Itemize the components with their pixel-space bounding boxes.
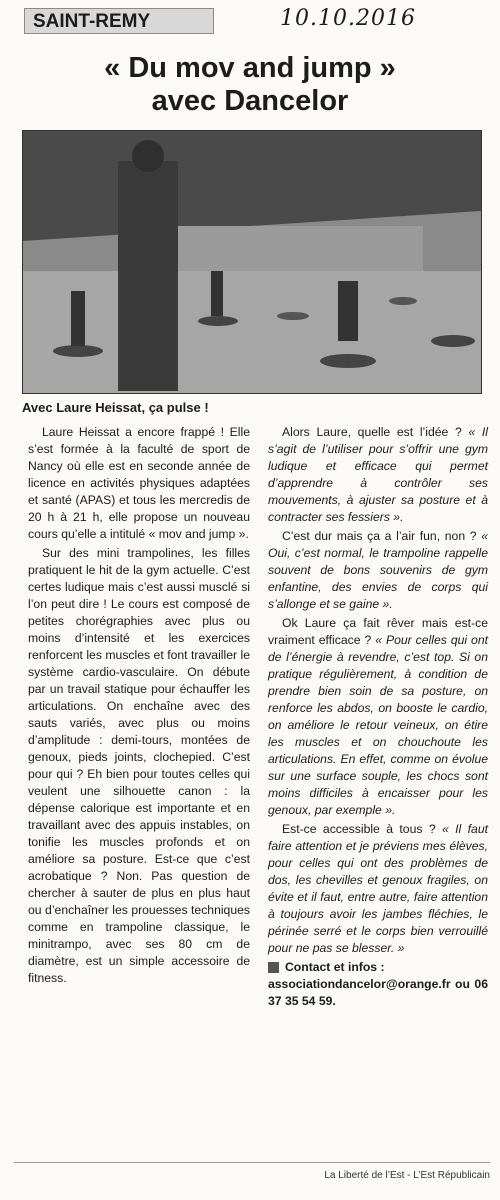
bullet-square-icon [268,962,279,973]
qa-2-question: C’est dur mais ça a l’air fun, non ? [282,529,482,543]
qa-1-answer: « Il s’agit de l’utiliser pour s’offrir une gym ludique et efficace qui permet d’apprendre à contrôler ses mouvements, à ajuster sa posture et à contracter ses fessiers ». [268,425,488,524]
gym-photo-illustration [23,131,481,393]
qa-3-question: Ok Laure ça fait rêver mais est-ce vraiment efficace ? [268,616,488,647]
qa-1 [268,424,488,526]
qa-1-question: Alors Laure, quelle est l’idée ? [282,425,469,439]
article-photo [22,130,482,394]
qa-4-answer: « Il faut faire attention et je préviens mes élèves, pour celles qui ont des problèmes de dos, les chevilles et genoux fragiles, on évite et il faut, entre autre, faire attention à toujours avoir les jambes fléchies, le périnée serré et le corps bien verrouillé pour ne pas se blesser. » [268,822,488,955]
section-label: SAINT-REMY [24,8,214,34]
handwritten-date: 10.10.2016 [280,6,416,31]
headline-line-2: avec Dancelor [151,85,349,117]
qa-3-answer: « Pour celles qui ont de l’énergie à revendre, c’est top. Si on pratique régulièrement, à condition de prendre bien soin de sa posture, on renforce les abdos, on booste le cardio, on améliore le retour veineux, on étire les muscles et on chouchoute les articulations. En effet, comme on évolue sur une surface souple, les chocs sont moins difficiles à encaisser pour les genoux, par exemple ». [268,633,488,817]
paragraph-1: Laure Heissat a encore frappé ! Elle s’est formée à la faculté de sport de Nancy où elle est en seconde année de licence en activités physiques adaptées et santé (APAS) et tous les mercredis de 20 h à 21 h, elle propose un nouveau cours qu’elle a intitulé « mov and jump ». [28,425,250,541]
contact-info [268,959,488,1010]
article-column-left [28,424,250,989]
qa-3 [268,615,488,819]
headline-line-1: « Du mov and jump » [104,52,396,84]
qa-4-question: Est-ce accessible à tous ? [282,822,442,836]
qa-2-answer: « Oui, c’est normal, le trampoline rappelle souvent de bons souvenirs de gym enfantine, des envies de corps qui s’allonge et se gaine ». [268,529,488,611]
contact-value: associationdancelor@orange.fr ou 06 37 35 54 59. [268,977,488,1008]
article-column-right [268,424,488,1010]
contact-label: Contact et infos : [285,960,385,974]
source-footer: La Liberté de l’Est - L’Est Républicain [324,1170,490,1181]
paragraph-2: Sur des mini trampolines, les filles pratiquent le hit de la gym actuelle. C’est certes ludique mais c’est aussi musclé si l’on peut dire ! Le cours est composé de petites chorégraphies avec plus ou moins d’intensité et les exercices renforcent les muscles et font travailler le système cardio-vasculaire. On débute par un travail statique pour échauffer les articulations. On enchaîne avec des sauts variés, avec plus ou moins d’amplitude : demi-tours, montées de genoux, pieds joints, clochepied. C’est pour qui ? Eh bien pour toutes celles qui veulent une silhouette canon : la dépense calorique est importante et en travaillant avec des appuis instables, on tonifie les muscles profonds et on améliore sa posture. Est-ce que c’est acrobatique ? Non. Pas question de chercher à sauter de plus en plus haut ou d’enchaîner les prouesses techniques comme en trampoline classique, le minitrampo, avec ses 80 cm de diamètre, est un simple accessoire de fitness. [28,546,250,985]
qa-2 [268,528,488,613]
qa-4 [268,821,488,957]
footer-divider [14,1162,490,1163]
top-bar [14,8,486,34]
photo-caption: Avec Laure Heissat, ça pulse ! [22,400,209,415]
headline [40,52,460,118]
